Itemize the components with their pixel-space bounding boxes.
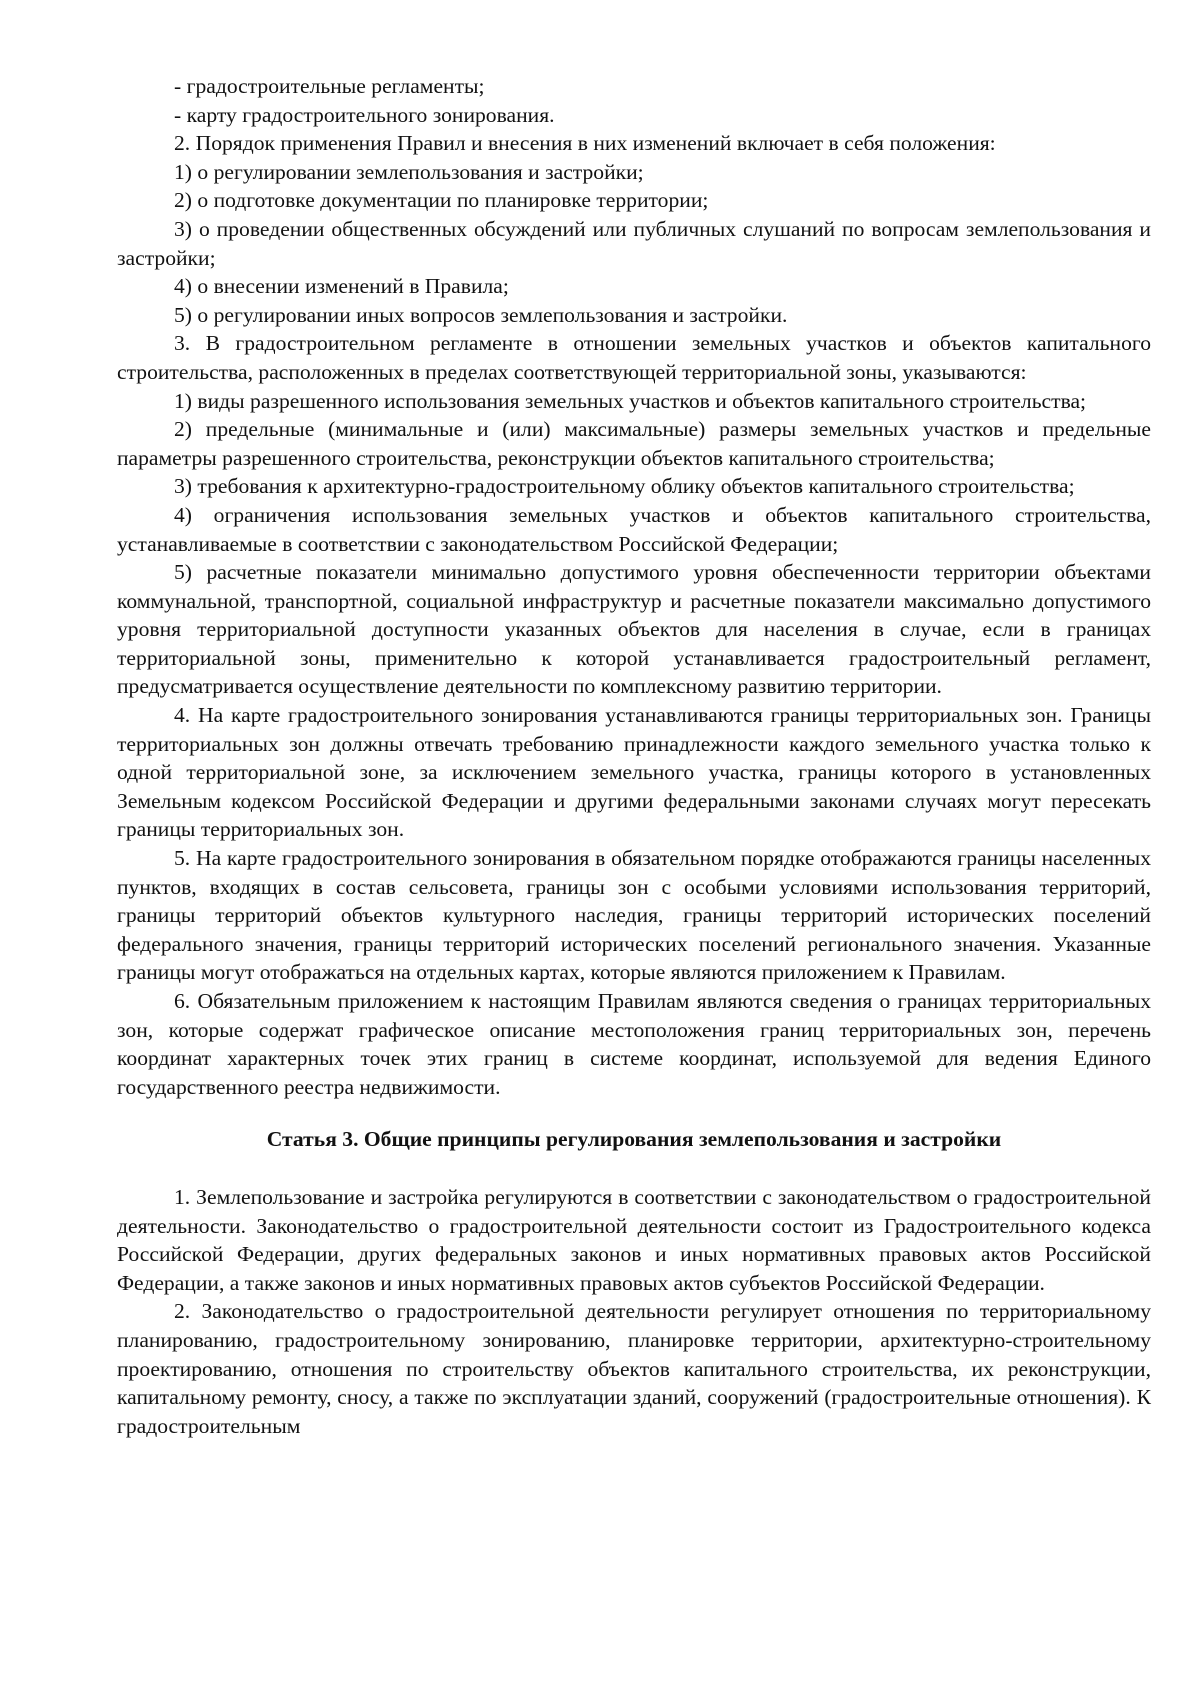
paragraph-3-item-5: 5) расчетные показатели минимально допустимого уровня обеспеченности территории объектами коммунальной, транспортной, социальной инфраструктур и расчетные показатели максимально допустимого уровня территориальной доступности указанных объектов для населения в случае, если в границах территориальной зоны, применительно к которой устанавливается градостроительный регламент, предусматривается осуществление деятельности по комплексному развитию территории. [117,560,1151,699]
paragraph-2-item-5: 5) о регулировании иных вопросов землепользования и застройки. [174,302,788,327]
paragraph-3-item-3: 3) требования к архитектурно-градостроительному облику объектов капитального строительства; [174,474,1075,499]
paragraph-2: 2. Порядок применения Правил и внесения в них изменений включает в себя положения: [174,131,996,156]
paragraph-6: 6. Обязательным приложением к настоящим Правилам являются сведения о границах территориальных зон, которые содержат графическое описание местоположения границ территориальных зон, перечень координат характерных точек этих границ в системе координат, используемой для ведения Единого государственного реестра недвижимости. [117,989,1151,1099]
paragraph-5: 5. На карте градостроительного зонирования в обязательном порядке отображаются границы населенных пунктов, входящих в состав сельсовета, границы зон с особыми условиями использования территорий, границы территорий объектов культурного наследия, границы территорий исторических поселений федерального значения, границы территорий исторических поселений регионального значения. Указанные границы могут отображаться на отдельных картах, которые являются приложением к Правилам. [117,846,1151,985]
paragraph-2-item-4: 4) о внесении изменений в Правила; [174,274,509,299]
document-page [117,72,1151,1440]
paragraph-3: 3. В градостроительном регламенте в отношении земельных участков и объектов капитального строительства, расположенных в пределах соответствующей территориальной зоны, указываются: [117,331,1151,384]
paragraph-4: 4. На карте градостроительного зонирования устанавливаются границы территориальных зон. Границы территориальных зон должны отвечать требованию принадлежности каждого земельного участка только к одной территориальной зоне, за исключением земельного участка, границы которого в установленных Земельным кодексом Российской Федерации и другими федеральными законами случаях могут пересекать границы территориальных зон. [117,703,1151,842]
paragraph-2-item-1: 1) о регулировании землепользования и застройки; [174,159,644,184]
paragraph-2-item-2: 2) о подготовке документации по планировке территории; [174,188,709,213]
paragraph-3-item-2: 2) предельные (минимальные и (или) максимальные) размеры земельных участков и предельные параметры разрешенного строительства, реконструкции объектов капитального строительства; [117,417,1151,470]
article-3-paragraph-1: 1. Землепользование и застройка регулируются в соответствии с законодательством о градостроительной деятельности. Законодательство о градостроительной деятельности состоит из Градостроительного кодекса Российской Федерации, других федеральных законов и иных нормативных правовых актов Российской Федерации, а также законов и иных нормативных правовых актов субъектов Российской Федерации. [117,1184,1151,1295]
list-item-zoning-map: - карту градостроительного зонирования. [174,102,555,127]
paragraph-3-item-1: 1) виды разрешенного использования земельных участков и объектов капитального строительства; [174,388,1087,413]
article-3-paragraph-2: 2. Законодательство о градостроительной деятельности регулирует отношения по территориальному планированию, градостроительному зонированию, планировке территории, архитектурно-строительному проектированию, отношения по строительству объектов капитального строительства, их реконструкции, капитальному ремонту, сносу, а также по эксплуатации зданий, сооружений (градостроительные отношения). К градостроительным [117,1299,1151,1438]
article-3-heading: Статья 3. Общие принципы регулирования землепользования и застройки [266,1127,1002,1152]
paragraph-3-item-4: 4) ограничения использования земельных участков и объектов капитального строительства, устанавливаемые в соответствии с законодательством Российской Федерации; [117,502,1151,556]
paragraph-2-item-3: 3) о проведении общественных обсуждений или публичных слушаний по вопросам землепользования и застройки; [117,216,1151,270]
list-item-regulations: - градостроительные регламенты; [174,74,485,98]
